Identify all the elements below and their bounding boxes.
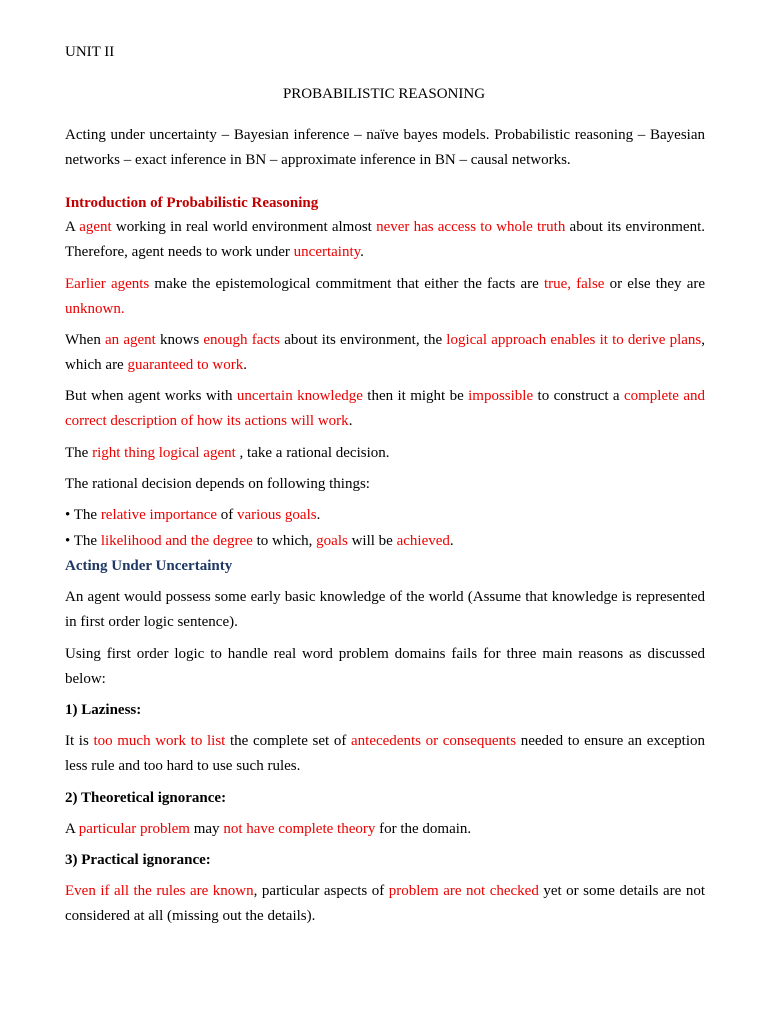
syllabus-paragraph: Acting under uncertainty – Bayesian inference – naïve bayes models. Probabilistic reasoning – Bayesian networks – exact inference in BN – approximate inference in BN – causal networks.	[65, 127, 705, 168]
intro-paragraph-6: The rational decision depends on following things:	[65, 476, 370, 492]
reason-paragraph-theoretical: A particular problem may not have complete theory for the domain.	[65, 821, 472, 837]
intro-paragraph-4: But when agent works with uncertain knowledge then it might be impossible to construct a complete and correct description of how its actions will work.	[65, 388, 705, 429]
reason-paragraph-practical: Even if all the rules are known, particular aspects of problem are not checked yet or some details are not considered at all (missing out the details).	[65, 883, 705, 924]
intro-paragraph-2: Earlier agents make the epistemological commitment that either the facts are true, false or else they are unknown.	[65, 276, 706, 317]
intro-paragraph-3: When an agent knows enough facts about its environment, the logical approach enables it to derive plans, which are guaranteed to work.	[65, 332, 705, 373]
unit-label: UNIT II	[65, 44, 115, 60]
reason-heading-practical: 3) Practical ignorance:	[65, 852, 211, 868]
reason-heading-laziness: 1) Laziness:	[65, 702, 142, 718]
page-title: PROBABILISTIC REASONING	[282, 86, 486, 102]
acting-paragraph-1: An agent would possess some early basic knowledge of the world (Assume that knowledge is represented in first order logic sentence).	[65, 589, 705, 630]
acting-heading: Acting Under Uncertainty	[65, 558, 233, 574]
reason-heading-theoretical: 2) Theoretical ignorance:	[65, 790, 227, 806]
intro-paragraph-5: The right thing logical agent , take a rational decision.	[65, 445, 390, 461]
intro-heading: Introduction of Probabilistic Reasoning	[65, 195, 319, 211]
bullet-item: • The likelihood and the degree to which, goals will be achieved.	[65, 533, 454, 549]
intro-paragraph-1: A agent working in real world environment almost never has access to whole truth about its environment. Therefore, agent needs to work under uncertainty.	[65, 219, 706, 260]
acting-paragraph-2: Using first order logic to handle real word problem domains fails for three main reasons as discussed below:	[65, 646, 705, 687]
reason-paragraph-laziness: It is too much work to list the complete set of antecedents or consequents needed to ensure an exception less rule and too hard to use such rules.	[65, 733, 706, 774]
bullet-item: • The relative importance of various goals.	[65, 507, 321, 523]
